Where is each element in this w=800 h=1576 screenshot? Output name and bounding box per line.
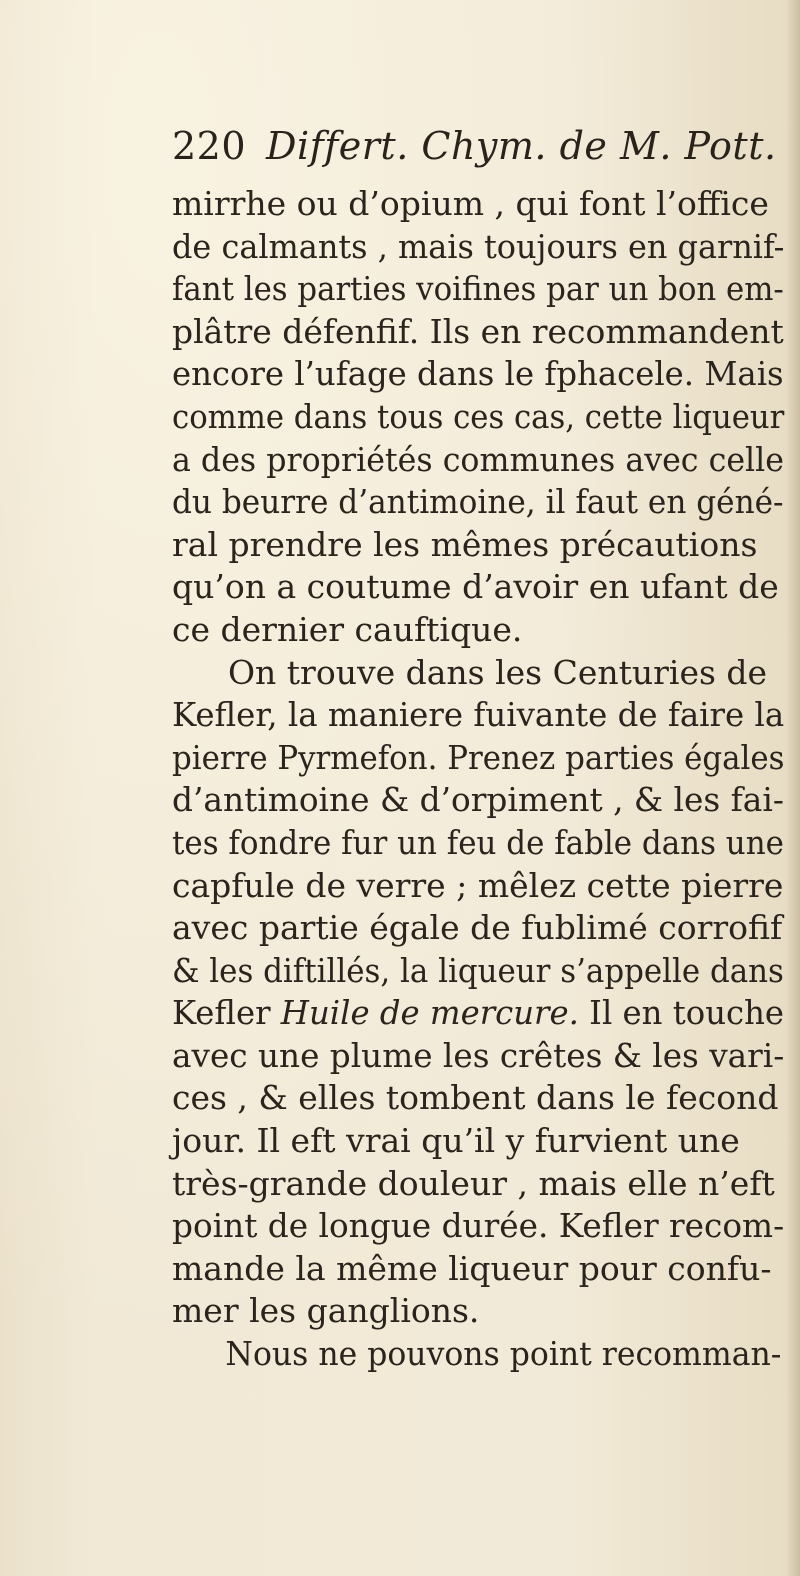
- text-line: qu’on a coutume d’avoir en ufant de: [172, 567, 779, 607]
- text-line: tes fondre fur un feu de fable dans une: [172, 822, 784, 862]
- text-line: ces , & elles tombent dans le fecond: [172, 1078, 779, 1118]
- text-line: plâtre défenfif. Ils en recommandent: [172, 311, 784, 351]
- page-number: 220: [172, 124, 247, 168]
- text-line: pierre Pyrmefon. Prenez parties égales: [172, 737, 785, 777]
- page-edge-shadow: [786, 0, 800, 1576]
- text-line: du beurre d’antimoine, il faut en géné-: [172, 482, 784, 522]
- text-line: ral prendre les mêmes précautions: [172, 524, 758, 564]
- text-line: mande la même liqueur pour confu-: [172, 1248, 772, 1288]
- text-line: fant les parties voifines par un bon em-: [172, 269, 784, 309]
- page-header: [172, 124, 777, 168]
- text-line: de calmants , mais toujours en garnif-: [172, 226, 785, 266]
- running-head: Differt. Chym. de M. Pott.: [266, 124, 777, 168]
- paragraph-start-line: Nous ne pouvons point recomman-: [225, 1334, 782, 1374]
- text-segment: Il en touche: [578, 993, 785, 1033]
- text-line: mer les ganglions.: [172, 1291, 480, 1331]
- text-line-with-italic: [172, 992, 785, 1035]
- text-line: point de longue durée. Kefler recom-: [172, 1206, 785, 1246]
- text-line: avec une plume les crêtes & les vari-: [172, 1035, 785, 1075]
- text-line: jour. Il eft vrai qu’il y furvient une: [172, 1121, 740, 1161]
- paragraph-start-line: On trouve dans les Centuries de: [228, 652, 768, 692]
- text-segment: Kefler: [172, 993, 281, 1033]
- text-line: comme dans tous ces cas, cette liqueur: [172, 396, 785, 436]
- text-line: avec partie égale de fublimé corrofif: [172, 908, 783, 948]
- text-line: capfule de verre ; mêlez cette pierre: [172, 865, 784, 905]
- text-line: très-grande douleur , mais elle n’eft: [172, 1163, 775, 1203]
- body-text: [172, 183, 784, 1376]
- text-line: & les diftillés, la liqueur s’appelle dans: [172, 950, 784, 990]
- text-line: mirrhe ou d’opium , qui font l’office: [172, 184, 769, 223]
- text-line: d’antimoine & d’orpiment , & les fai-: [172, 780, 784, 820]
- text-line: encore l’ufage dans le fphacele. Mais: [172, 354, 784, 394]
- italic-term: Huile de mercure.: [280, 993, 579, 1033]
- text-line: ce dernier cauftique.: [172, 609, 523, 649]
- text-line: a des propriétés communes avec celle: [172, 439, 785, 479]
- text-line: Kefler, la maniere fuivante de faire la: [172, 695, 785, 735]
